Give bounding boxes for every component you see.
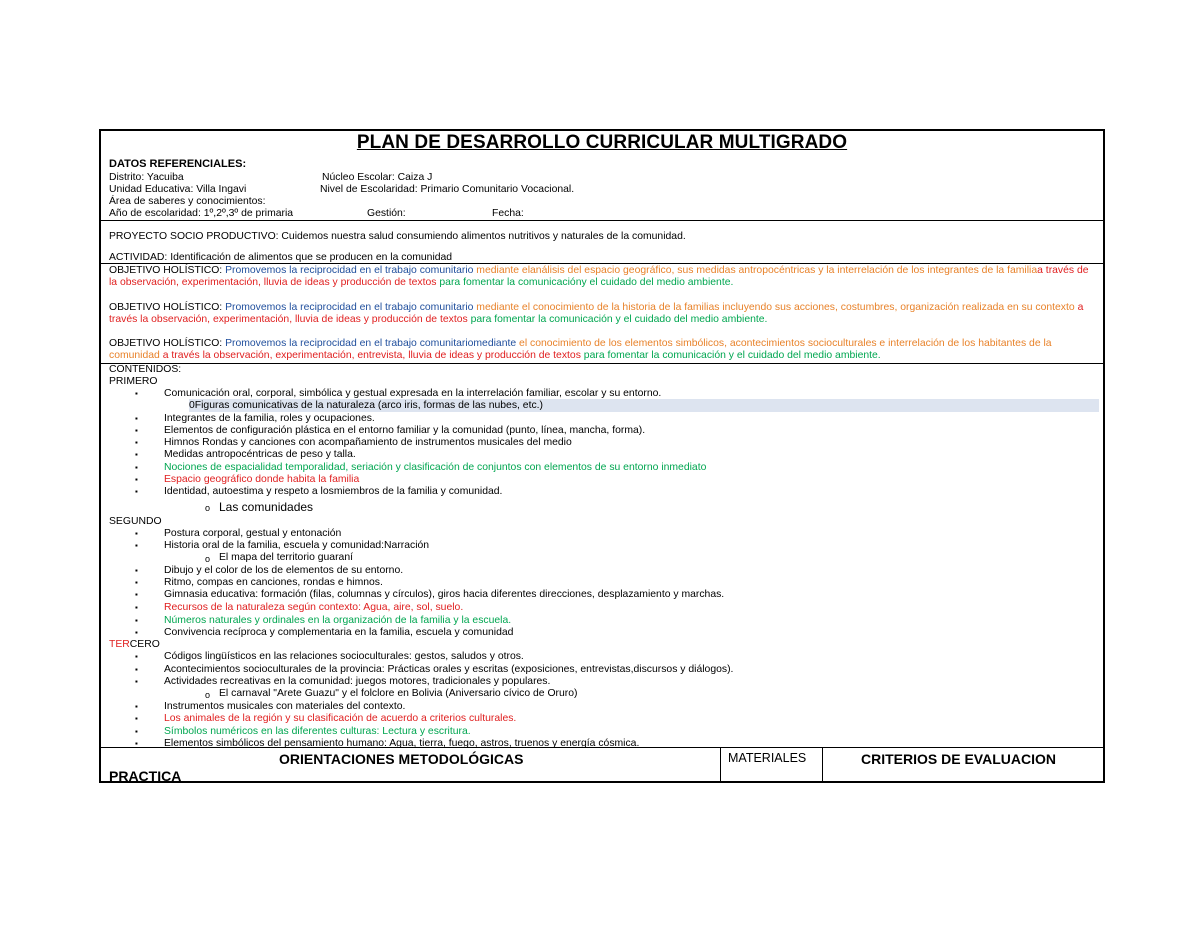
objetivo-orange-part: mediante el conocimiento de la historia de la familias incluyendo sus acciones, costumbres, organización realizada en su contexto [476, 302, 1078, 313]
tercero-label [109, 639, 160, 651]
practica-label: PRACTICA [109, 768, 182, 784]
list-subitem: El mapa del territorio guaraní [219, 552, 353, 563]
circle-bullet-icon: o [205, 690, 211, 700]
list-item: Identidad, autoestima y respeto a losmiembros de la familia y comunidad. [164, 486, 503, 497]
square-bullet-icon: ▪ [135, 714, 138, 723]
objetivo-red-part: a través de la observación, experimentación, lluvia de ideas y producción de textos [109, 265, 1089, 289]
square-bullet-icon: ▪ [135, 566, 138, 575]
list-item: Medidas antropocéntricas de peso y talla. [164, 449, 356, 460]
square-bullet-icon: ▪ [135, 739, 138, 748]
column-divider [822, 747, 823, 783]
square-bullet-icon: ▪ [135, 677, 138, 686]
circle-bullet-icon: o [205, 554, 211, 564]
actividad-text: ACTIVIDAD: Identificación de alimentos que se producen en la comunidad [109, 252, 453, 263]
square-bullet-icon: ▪ [135, 414, 138, 423]
list-item: Elementos simbólicos del pensamiento humano: Agua, tierra, fuego, astros, truenos y energía cósmica. [164, 738, 640, 749]
objetivo-blue-part: Promovemos la reciprocidad en el trabajo comunitario [225, 302, 477, 313]
list-subitem: El carnaval "Arete Guazu" y el folclore en Bolivia (Aniversario cívico de Oruro) [219, 688, 578, 699]
list-item: Postura corporal, gestual y entonación [164, 528, 342, 539]
fecha-text: Fecha: [492, 208, 524, 219]
list-item: Códigos lingüísticos en las relaciones socioculturales: gestos, saludos y otros. [164, 651, 524, 662]
list-subitem: 0Figuras comunicativas de la naturaleza (arco iris, formas de las nubes, etc.) [189, 400, 544, 411]
primero-label: PRIMERO [109, 376, 158, 387]
distrito-text: Distrito: Yacuiba [109, 172, 184, 183]
criterios-header: CRITERIOS DE EVALUACION [861, 751, 1056, 767]
divider [101, 263, 1103, 264]
list-item: Símbolos numéricos en las diferentes culturas: Lectura y escritura. [164, 726, 471, 737]
objetivo-label: OBJETIVO HOLÍSTICO: [109, 265, 226, 276]
objetivo-green-part: para fomentar la comunicación y el cuidado del medio ambiente. [583, 350, 881, 362]
segundo-label: SEGUNDO [109, 516, 162, 527]
proyecto-text: PROYECTO SOCIO PRODUCTIVO: Cuidemos nuestra salud consumiendo alimentos nutritivos y naturales de la comunidad. [109, 231, 686, 242]
objetivo-orange-part: mediante elanálisis del espacio geográfico, sus medidas antropocéntricas y la interrelación de los integrantes de la familia [476, 265, 1038, 276]
circle-bullet-icon: o [205, 503, 211, 513]
orientaciones-header: ORIENTACIONES METODOLÓGICAS [279, 751, 524, 767]
objetivo-holistico-1 [109, 265, 1095, 290]
column-divider [720, 747, 721, 783]
square-bullet-icon: ▪ [135, 487, 138, 496]
divider [101, 363, 1103, 364]
nucleo-text: Núcleo Escolar: Caiza J [322, 172, 433, 183]
list-item: Dibujo y el color de los de elementos de su entorno. [164, 565, 404, 576]
list-item: Convivencia recíproca y complementaria en la familia, escuela y comunidad [164, 627, 514, 638]
objetivo-red-part: a través la observación, experimentación, entrevista, lluvia de ideas y producción de textos [162, 350, 584, 362]
materiales-header: MATERIALES [728, 751, 807, 765]
objetivo-holistico-3 [109, 338, 1095, 363]
square-bullet-icon: ▪ [135, 463, 138, 472]
objetivo-blue-part: Promovemos la reciprocidad en el trabajo comunitario [225, 265, 477, 276]
list-item: Números naturales y ordinales en la organización de la familia y la escuela. [164, 615, 512, 626]
list-item: Espacio geográfico donde habita la familia [164, 474, 360, 485]
divider [101, 747, 1103, 748]
datos-heading: DATOS REFERENCIALES: [109, 158, 247, 170]
objetivo-red-part: a través la observación, experimentación, lluvia de ideas y producción de textos [109, 302, 1084, 326]
list-item: Historia oral de la familia, escuela y comunidad:Narración [164, 540, 430, 551]
list-item: Comunicación oral, corporal, simbólica y gestual expresada en la interrelación familiar, escolar y su entorno. [164, 388, 662, 399]
square-bullet-icon: ▪ [135, 665, 138, 674]
square-bullet-icon: ▪ [135, 652, 138, 661]
square-bullet-icon: ▪ [135, 389, 138, 398]
unidad-text: Unidad Educativa: Villa Ingavi [109, 184, 247, 195]
objetivo-holistico-2 [109, 302, 1095, 327]
list-item: Los animales de la región y su clasificación de acuerdo a criterios culturales. [164, 713, 517, 724]
anio-text: Año de escolaridad: 1º,2º,3º de primaria [109, 208, 294, 219]
square-bullet-icon: ▪ [135, 616, 138, 625]
curricular-plan-document [99, 129, 1105, 783]
tercero-label-black: CERO [129, 639, 160, 650]
square-bullet-icon: ▪ [135, 578, 138, 587]
list-subitem: Las comunidades [219, 500, 314, 514]
contenidos-heading: CONTENIDOS: [109, 364, 182, 375]
square-bullet-icon: ▪ [135, 541, 138, 550]
objetivo-green-part: para fomentar la comunicacióny el cuidado del medio ambiente. [439, 277, 734, 289]
objetivo-orange-part: el conocimiento de los elementos simbólicos, acontecimientos socioculturales e interrelación de los habitantes de la comunidad [109, 338, 1052, 362]
square-bullet-icon: ▪ [135, 702, 138, 711]
square-bullet-icon: ▪ [135, 590, 138, 599]
list-item: Ritmo, compas en canciones, rondas e himnos. [164, 577, 383, 588]
objetivo-label: OBJETIVO HOLÍSTICO: [109, 302, 226, 313]
square-bullet-icon: ▪ [135, 603, 138, 612]
square-bullet-icon: ▪ [135, 450, 138, 459]
square-bullet-icon: ▪ [135, 438, 138, 447]
square-bullet-icon: ▪ [135, 727, 138, 736]
page-title: PLAN DE DESARROLLO CURRICULAR MULTIGRADO [356, 132, 848, 153]
tercero-label-red: TER [109, 639, 130, 650]
area-text: Área de saberes y conocimientos: [109, 196, 266, 207]
list-item: Acontecimientos socioculturales de la provincia: Prácticas orales y escritas (exposiciones, entrevistas,discursos y diálogos). [164, 664, 734, 675]
objetivo-label: OBJETIVO HOLÍSTICO: [109, 338, 226, 349]
square-bullet-icon: ▪ [135, 529, 138, 538]
square-bullet-icon: ▪ [135, 628, 138, 637]
list-item: Himnos Rondas y canciones con acompañamiento de instrumentos musicales del medio [164, 437, 572, 448]
objetivo-blue-part: Promovemos la reciprocidad en el trabajo comunitariomediante [225, 338, 520, 349]
gestion-text: Gestión: [367, 208, 406, 219]
divider [101, 220, 1103, 221]
list-item: Nociones de espacialidad temporalidad, seriación y clasificación de conjuntos con elementos de su entorno inmediato [164, 462, 707, 473]
list-item: Recursos de la naturaleza según contexto: Agua, aire, sol, suelo. [164, 602, 464, 613]
square-bullet-icon: ▪ [135, 475, 138, 484]
objetivo-green-part: para fomentar la comunicación y el cuidado del medio ambiente. [470, 314, 768, 326]
nivel-text: Nivel de Escolaridad: Primario Comunitario Vocacional. [320, 184, 575, 195]
square-bullet-icon: ▪ [135, 426, 138, 435]
list-item: Actividades recreativas en la comunidad: juegos motores, tradicionales y populares. [164, 676, 551, 687]
list-item: Integrantes de la familia, roles y ocupaciones. [164, 413, 375, 424]
list-item: Elementos de configuración plástica en el entorno familiar y la comunidad (punto, línea, mancha, forma). [164, 425, 646, 436]
list-item: Gimnasia educativa: formación (filas, columnas y círculos), giros hacia diferentes direcciones, desplazamiento y marchas. [164, 589, 725, 600]
list-item: Instrumentos musicales con materiales del contexto. [164, 701, 406, 712]
